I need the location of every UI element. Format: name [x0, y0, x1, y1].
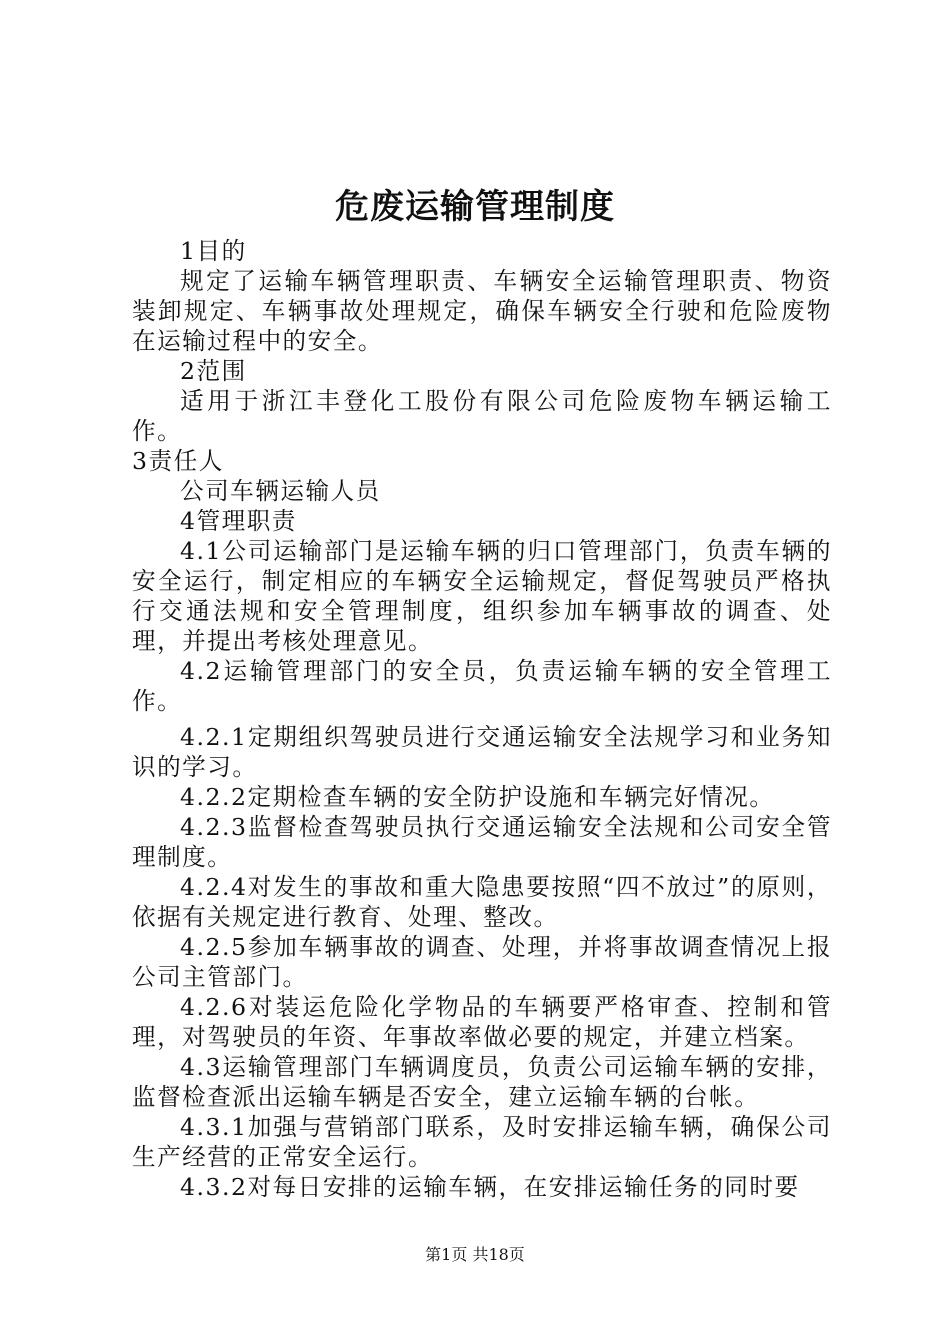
paragraph-4-2-1: 4.2.1定期组织驾驶员进行交通运输安全法规学习和业务知识的学习。: [132, 723, 832, 781]
paragraph-4-2-2: 4.2.2定期检查车辆的安全防护设施和车辆完好情况。: [180, 783, 775, 811]
document-title: 危废运输管理制度: [335, 187, 615, 227]
paragraph-4-2-6: 4.2.6对装运危险化学物品的车辆要严格审查、控制和管理，对驾驶员的年资、年事故率做必要的规定，并建立档案。: [132, 993, 832, 1051]
document-body: [132, 236, 832, 1202]
paragraph-purpose: 规定了运输车辆管理职责、车辆安全运输管理职责、物资装卸规定、车辆事故处理规定，确保车辆安全行驶和危险废物在运输过程中的安全。: [132, 267, 832, 355]
paragraph-4-2-3: 4.2.3监督检查驾驶员执行交通运输安全法规和公司安全管理制度。: [132, 813, 832, 871]
page-footer: 第1页 共18页: [425, 1245, 525, 1264]
section-heading-purpose: 1目的: [180, 237, 247, 265]
paragraph-4-2-4: 4.2.4对发生的事故和重大隐患要按照“四不放过”的原则，依据有关规定进行教育、处理、整改。: [132, 873, 832, 931]
paragraph-4-3-1: 4.3.1加强与营销部门联系，及时安排运输车辆，确保公司生产经营的正常安全运行。: [132, 1113, 832, 1171]
paragraph-scope: 适用于浙江丰登化工股份有限公司危险废物车辆运输工作。: [132, 387, 832, 445]
paragraph-4-3: 4.3运输管理部门车辆调度员，负责公司运输车辆的安排，监督检查派出运输车辆是否安全，建立运输车辆的台帐。: [132, 1053, 832, 1111]
paragraph-4-1: 4.1公司运输部门是运输车辆的归口管理部门，负责车辆的安全运行，制定相应的车辆安全运输规定，督促驾驶员严格执行交通法规和安全管理制度，组织参加车辆事故的调查、处理，并提出考核处理意见。: [132, 537, 832, 655]
paragraph-4-2: 4.2运输管理部门的安全员，负责运输车辆的安全管理工作。: [132, 657, 832, 715]
paragraph-4-2-5: 4.2.5参加车辆事故的调查、处理，并将事故调查情况上报公司主管部门。: [132, 933, 832, 991]
paragraph-4-3-2: 4.3.2对每日安排的运输车辆，在安排运输任务的同时要: [180, 1173, 800, 1201]
section-heading-scope: 2范围: [180, 357, 247, 385]
paragraph-responsible: 公司车辆运输人员: [180, 477, 381, 505]
section-heading-responsible: 3责任人: [132, 447, 224, 475]
section-heading-duties: 4管理职责: [180, 507, 297, 535]
